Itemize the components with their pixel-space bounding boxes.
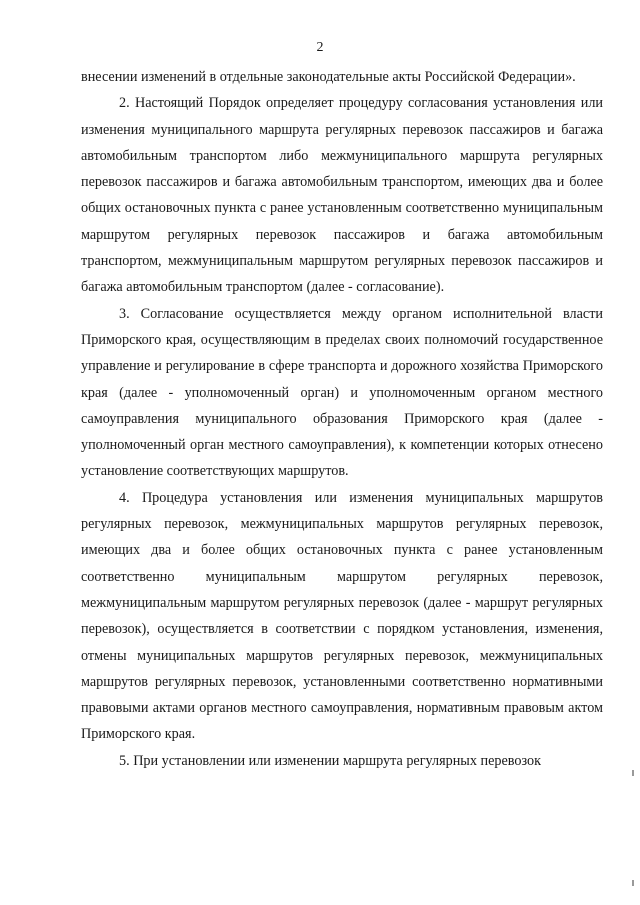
page-number: 2	[316, 40, 324, 55]
paragraph-5: 5. При установлении или изменении маршрута регулярных перевозок	[119, 752, 541, 769]
paragraph-3: 3. Согласование осуществляется между органом исполнительной власти Приморского края, осуществляющим в пределах своих полномочий государственное управление и регулирование в сфере транспорта и дорожного хозяйства Приморского края (далее - уполномоченный орган) и уполномоченным органом местного самоуправления муниципального образования Приморского края (далее - уполномоченный орган местного самоуправления), к компетенции которых отнесено установление соответствующих маршрутов.	[81, 305, 603, 480]
paragraph-4: 4. Процедура установления или изменения муниципальных маршрутов регулярных перевозок, межмуниципальных маршрутов регулярных перевозок, имеющих два и более общих остановочных пункта с ранее установленным соответственно муниципальным маршрутом регулярных перевозок, межмуниципальным маршрутом регулярных перевозок (далее - маршрут регулярных перевозок), осуществляется в соответствии с порядком установления, изменения, отмены муниципальных маршрутов регулярных перевозок, межмуниципальных маршрутов регулярных перевозок, установленными соответственно нормативными правовыми актами органов местного самоуправления, нормативным правовым актом Приморского края.	[81, 489, 603, 743]
document-body	[81, 64, 603, 774]
paragraph-continuation: внесении изменений в отдельные законодательные акты Российской Федерации».	[81, 69, 576, 85]
scan-margin-mark	[632, 770, 634, 776]
scan-margin-mark	[632, 880, 634, 886]
paragraph-2: 2. Настоящий Порядок определяет процедуру согласования установления или изменения муниципального маршрута регулярных перевозок пассажиров и багажа автомобильным транспортом либо межмуниципального маршрута регулярных перевозок пассажиров и багажа автомобильным транспортом, имеющих два и более общих остановочных пункта с ранее установленным соответственно муниципальным маршрутом регулярных перевозок пассажиров и багажа автомобильным транспортом, межмуниципальным маршрутом регулярных перевозок пассажиров и багажа автомобильным транспортом (далее - согласование).	[81, 95, 603, 296]
